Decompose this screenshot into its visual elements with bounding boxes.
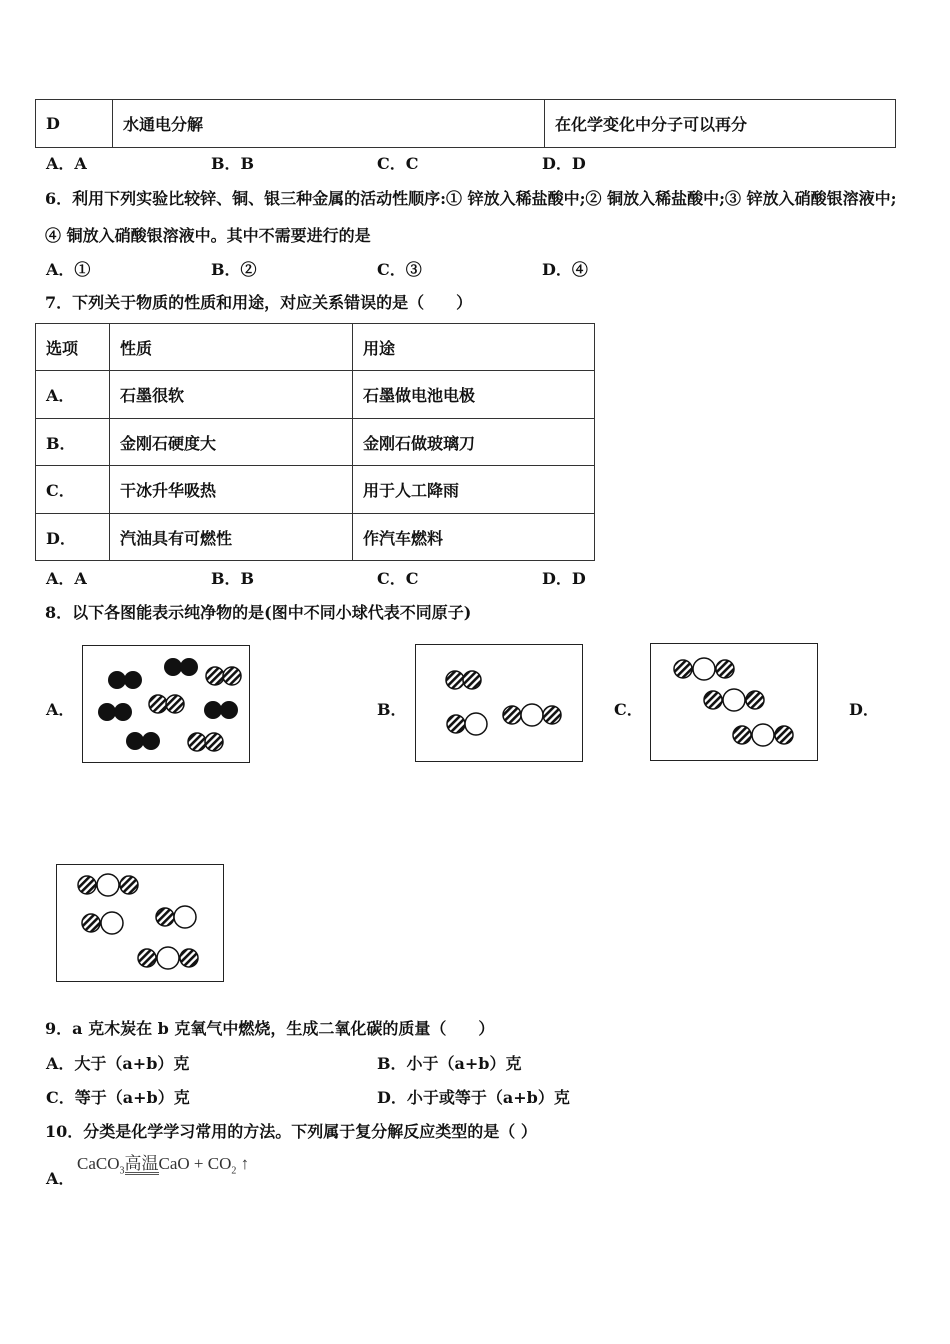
- table-header-row: [36, 324, 595, 371]
- table-row: [36, 100, 896, 148]
- q5-row-d-experiment: 水通电分解: [113, 100, 545, 148]
- q5-option-c[interactable]: C．C: [377, 154, 419, 173]
- q7-header-property: 性质: [110, 324, 353, 371]
- q7-row-a-property: 石墨很软: [110, 371, 353, 419]
- q9-option-d[interactable]: D．小于或等于（a+b）克: [377, 1088, 570, 1107]
- q7-table: [35, 323, 595, 561]
- table-row: [36, 466, 595, 514]
- q10-option-a-label[interactable]: A．: [46, 1169, 75, 1188]
- q7-row-c-label: C．: [36, 466, 110, 514]
- q10-stem: 10．分类是化学学习常用的方法。下列属于复分解反应类型的是（ ）: [45, 1122, 537, 1141]
- q6-option-b[interactable]: B．②: [211, 260, 257, 279]
- q7-row-b-use: 金刚石做玻璃刀: [353, 419, 595, 466]
- q9-option-b[interactable]: B．小于（a+b）克: [377, 1054, 522, 1073]
- q7-row-a-use: 石墨做电池电极: [353, 371, 595, 419]
- q8-label-c[interactable]: C．: [614, 700, 643, 719]
- q5-option-d[interactable]: D．D: [542, 154, 586, 173]
- q8-label-b[interactable]: B．: [377, 700, 407, 719]
- equation-product: CaO + CO: [158, 1154, 232, 1173]
- equation-subscript: 2: [231, 1165, 237, 1177]
- q8-label-a[interactable]: A．: [46, 700, 75, 719]
- q7-option-d[interactable]: D．D: [542, 569, 586, 588]
- q6-option-d[interactable]: D．④: [542, 260, 588, 279]
- q7-row-b-label: B．: [36, 419, 110, 466]
- q7-stem: 7．下列关于物质的性质和用途，对应关系错误的是（ ）: [45, 293, 473, 312]
- equation-reactant: CaCO: [77, 1154, 120, 1173]
- q7-row-d-property: 汽油具有可燃性: [110, 514, 353, 561]
- q5-row-d-conclusion: 在化学变化中分子可以再分: [545, 100, 896, 148]
- q7-row-a-label: A．: [36, 371, 110, 419]
- molecule-diagram-c: [651, 644, 817, 760]
- q9-option-c[interactable]: C．等于（a+b）克: [46, 1088, 190, 1107]
- table-row: [36, 371, 595, 419]
- q6-option-c[interactable]: C．③: [377, 260, 422, 279]
- q5-row-d-label: D: [36, 100, 113, 148]
- molecule-diagram-a: [83, 646, 249, 762]
- q6-stem-line2: ④ 铜放入硝酸银溶液中。其中不需要进行的是: [45, 226, 371, 245]
- equation-condition: 高温: [124, 1154, 159, 1173]
- q7-row-d-use: 作汽车燃料: [353, 514, 595, 561]
- q8-stem: 8．以下各图能表示纯净物的是(图中不同小球代表不同原子): [45, 603, 472, 622]
- q7-header-use: 用途: [353, 324, 595, 371]
- q9-stem: 9．a 克木炭在 b 克氧气中燃烧，生成二氧化碳的质量（ ）: [45, 1019, 495, 1038]
- q6-stem-line1: 6．利用下列实验比较锌、铜、银三种金属的活动性顺序:① 锌放入稀盐酸中;② 铜放入稀盐酸中;③ 锌放入硝酸银溶液中;: [45, 189, 897, 208]
- molecule-diagram-d: [57, 865, 223, 981]
- q10-option-a-equation: [77, 1154, 249, 1176]
- q5-option-a[interactable]: A．A: [46, 154, 87, 173]
- q8-label-d[interactable]: D．: [849, 700, 879, 719]
- equation-subscript: 3: [119, 1165, 125, 1177]
- q7-row-c-use: 用于人工降雨: [353, 466, 595, 514]
- q8-diagram-a[interactable]: [82, 645, 250, 763]
- q7-option-a[interactable]: A．A: [46, 569, 87, 588]
- q5-option-b[interactable]: B．B: [211, 154, 255, 173]
- q7-option-b[interactable]: B．B: [211, 569, 255, 588]
- table-row: [36, 514, 595, 561]
- q5-table: [35, 99, 896, 148]
- q8-diagram-c[interactable]: [650, 643, 818, 761]
- q6-option-a[interactable]: A．①: [46, 260, 91, 279]
- q7-row-b-property: 金刚石硬度大: [110, 419, 353, 466]
- q7-row-d-label: D．: [36, 514, 110, 561]
- q9-option-a[interactable]: A．大于（a+b）克: [46, 1054, 190, 1073]
- q8-diagram-d[interactable]: [56, 864, 224, 982]
- gas-arrow-icon: ↑: [240, 1154, 250, 1173]
- molecule-diagram-b: [416, 645, 582, 761]
- q7-header-option: 选项: [36, 324, 110, 371]
- table-row: [36, 419, 595, 466]
- q7-option-c[interactable]: C．C: [377, 569, 419, 588]
- q8-diagram-b[interactable]: [415, 644, 583, 762]
- q7-row-c-property: 干冰升华吸热: [110, 466, 353, 514]
